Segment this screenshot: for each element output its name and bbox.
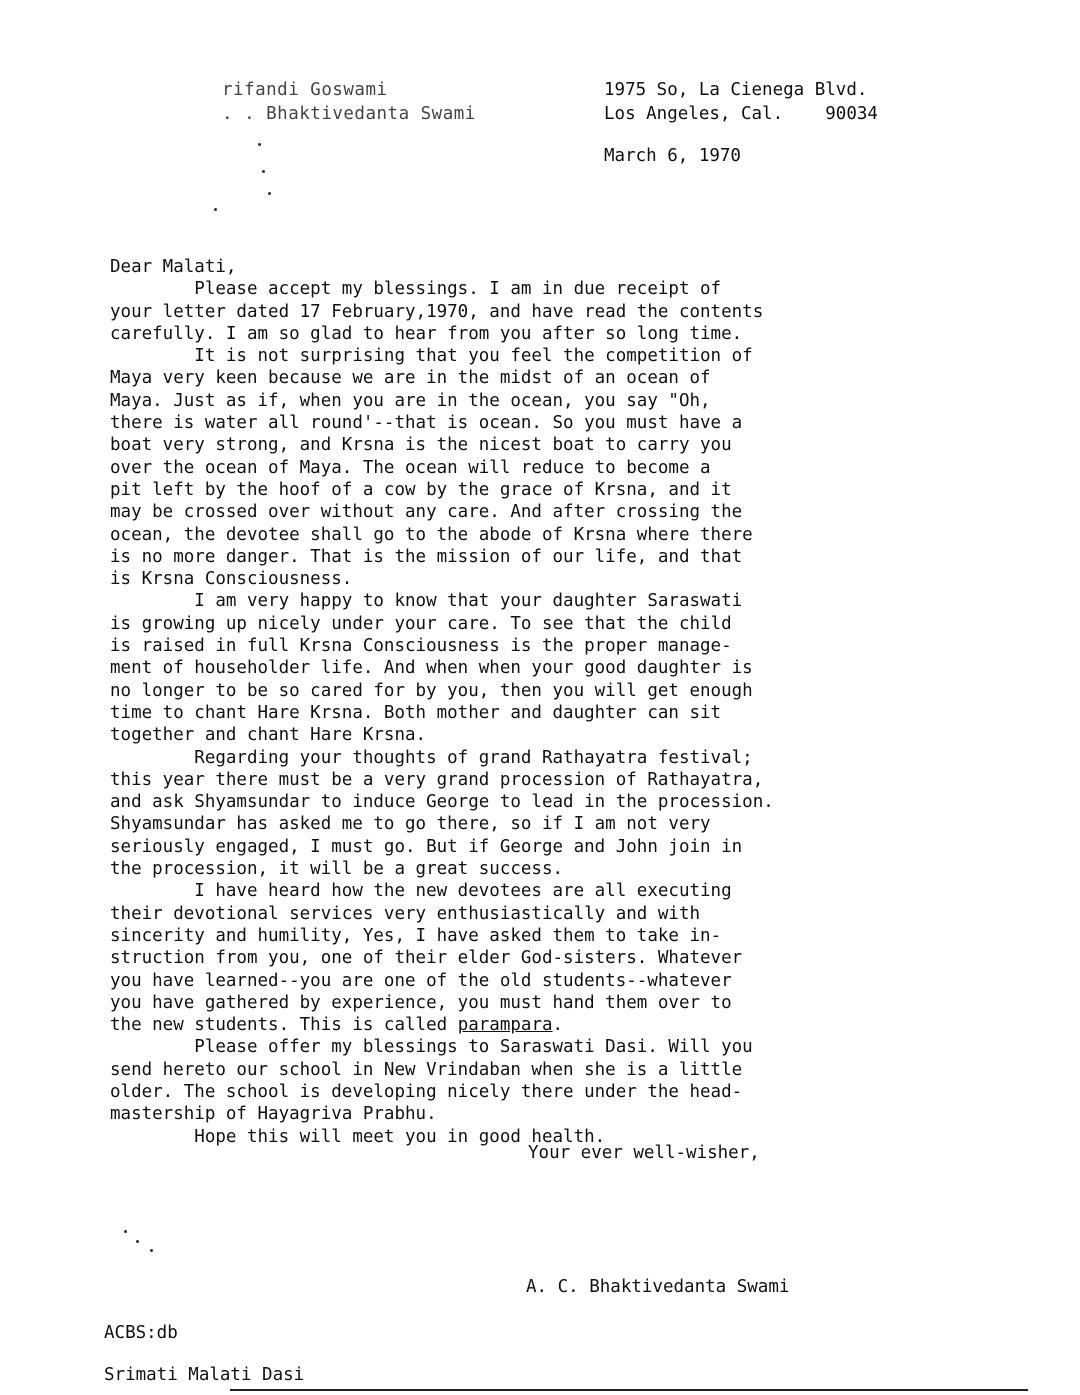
body-line: Please offer my blessings to Saraswati Dasi. Will you: [110, 1037, 753, 1058]
body-line: Maya very keen because we are in the midst of an ocean of: [110, 368, 711, 389]
ink-speck: [124, 1230, 127, 1233]
ink-speck: [268, 192, 271, 195]
body-line-parampara: [110, 1014, 940, 1036]
address-block: [604, 78, 878, 126]
address-line-2: Los Angeles, Cal. 90034: [604, 104, 878, 124]
closing: Your ever well-wisher,: [528, 1143, 760, 1163]
body-line: It is not surprising that you feel the competition of: [110, 346, 753, 367]
recipient-name: Srimati Malati Dasi: [104, 1365, 305, 1385]
letter-body: [110, 256, 940, 1148]
body-line: is no more danger. That is the mission of our life, and that: [110, 546, 743, 567]
body-line: older. The school is developing nicely there under the head-: [110, 1081, 743, 1102]
body-line: carefully. I am so glad to hear from you after so long time.: [110, 323, 743, 344]
ink-speck: [150, 1249, 153, 1252]
body-line: you have learned--you are one of the old students--whatever: [110, 970, 732, 991]
body-line: is raised in full Krsna Consciousness is the proper manage-: [110, 636, 732, 657]
body-line: their devotional services very enthusiastically and with: [110, 903, 701, 924]
body-line: is growing up nicely under your care. To see that the child: [110, 613, 732, 634]
sender-line-2: . . Bhaktivedanta Swami: [222, 104, 476, 124]
body-line: I have heard how the new devotees are all executing: [110, 881, 732, 902]
body-line: is Krsna Consciousness.: [110, 569, 353, 590]
body-line: and ask Shyamsundar to induce George to lead in the procession.: [110, 792, 774, 813]
bottom-rule: [230, 1389, 1028, 1391]
salutation: Dear Malati,: [110, 257, 237, 277]
body-line: pit left by the hoof of a cow by the grace of Krsna, and it: [110, 479, 732, 500]
ink-speck: [262, 170, 265, 173]
body-line: over the ocean of Maya. The ocean will reduce to become a: [110, 457, 711, 478]
body-line: I am very happy to know that your daughter Saraswati: [110, 591, 743, 612]
body-line: there is water all round'--that is ocean. So you must have a: [110, 413, 743, 434]
body-line: together and chant Hare Krsna.: [110, 725, 427, 746]
body-line: ocean, the devotee shall go to the abode of Krsna where there: [110, 524, 753, 545]
body-line: your letter dated 17 February,1970, and have read the contents: [110, 301, 764, 322]
sender-line-1: rifandi Goswami: [222, 80, 388, 100]
ink-speck: [136, 1240, 139, 1243]
body-line: time to chant Hare Krsna. Both mother and daughter can sit: [110, 702, 722, 723]
letter-date: March 6, 1970: [604, 146, 741, 166]
body-line: boat very strong, and Krsna is the nicest boat to carry you: [110, 435, 732, 456]
body-line: this year there must be a very grand procession of Rathayatra,: [110, 769, 764, 790]
body-line: you have gathered by experience, you must hand them over to: [110, 992, 732, 1013]
body-line: send hereto our school in New Vrindaban when she is a little: [110, 1059, 743, 1080]
body-line: Shyamsundar has asked me to go there, so if I am not very: [110, 814, 711, 835]
ink-speck: [214, 208, 217, 211]
body-line: Hope this will meet you in good health.: [110, 1126, 606, 1147]
parampara-word: parampara: [457, 1015, 553, 1036]
body-line-text: the new students. This is called: [110, 1015, 458, 1036]
ink-speck: [258, 143, 261, 146]
reference-initials: ACBS:db: [104, 1323, 178, 1343]
body-line: Maya. Just as if, when you are in the ocean, you say "Oh,: [110, 390, 711, 411]
body-line: may be crossed over without any care. And after crossing the: [110, 502, 743, 523]
body-line: ment of householder life. And when when your good daughter is: [110, 658, 753, 679]
body-line: Please accept my blessings. I am in due receipt of: [110, 279, 722, 300]
body-line: Regarding your thoughts of grand Rathayatra festival;: [110, 747, 753, 768]
body-line: the procession, it will be a great success.: [110, 859, 564, 880]
body-line: sincerity and humility, Yes, I have asked them to take in-: [110, 925, 722, 946]
sender-block: [222, 78, 476, 126]
body-line: struction from you, one of their elder God-sisters. Whatever: [110, 948, 743, 969]
body-line: mastership of Hayagriva Prabhu.: [110, 1104, 437, 1125]
parampara-tail: .: [552, 1015, 564, 1036]
signature: A. C. Bhaktivedanta Swami: [526, 1277, 790, 1297]
body-line: no longer to be so cared for by you, then you will get enough: [110, 680, 753, 701]
body-line: seriously engaged, I must go. But if George and John join in: [110, 836, 743, 857]
address-line-1: 1975 So, La Cienega Blvd.: [604, 80, 868, 100]
